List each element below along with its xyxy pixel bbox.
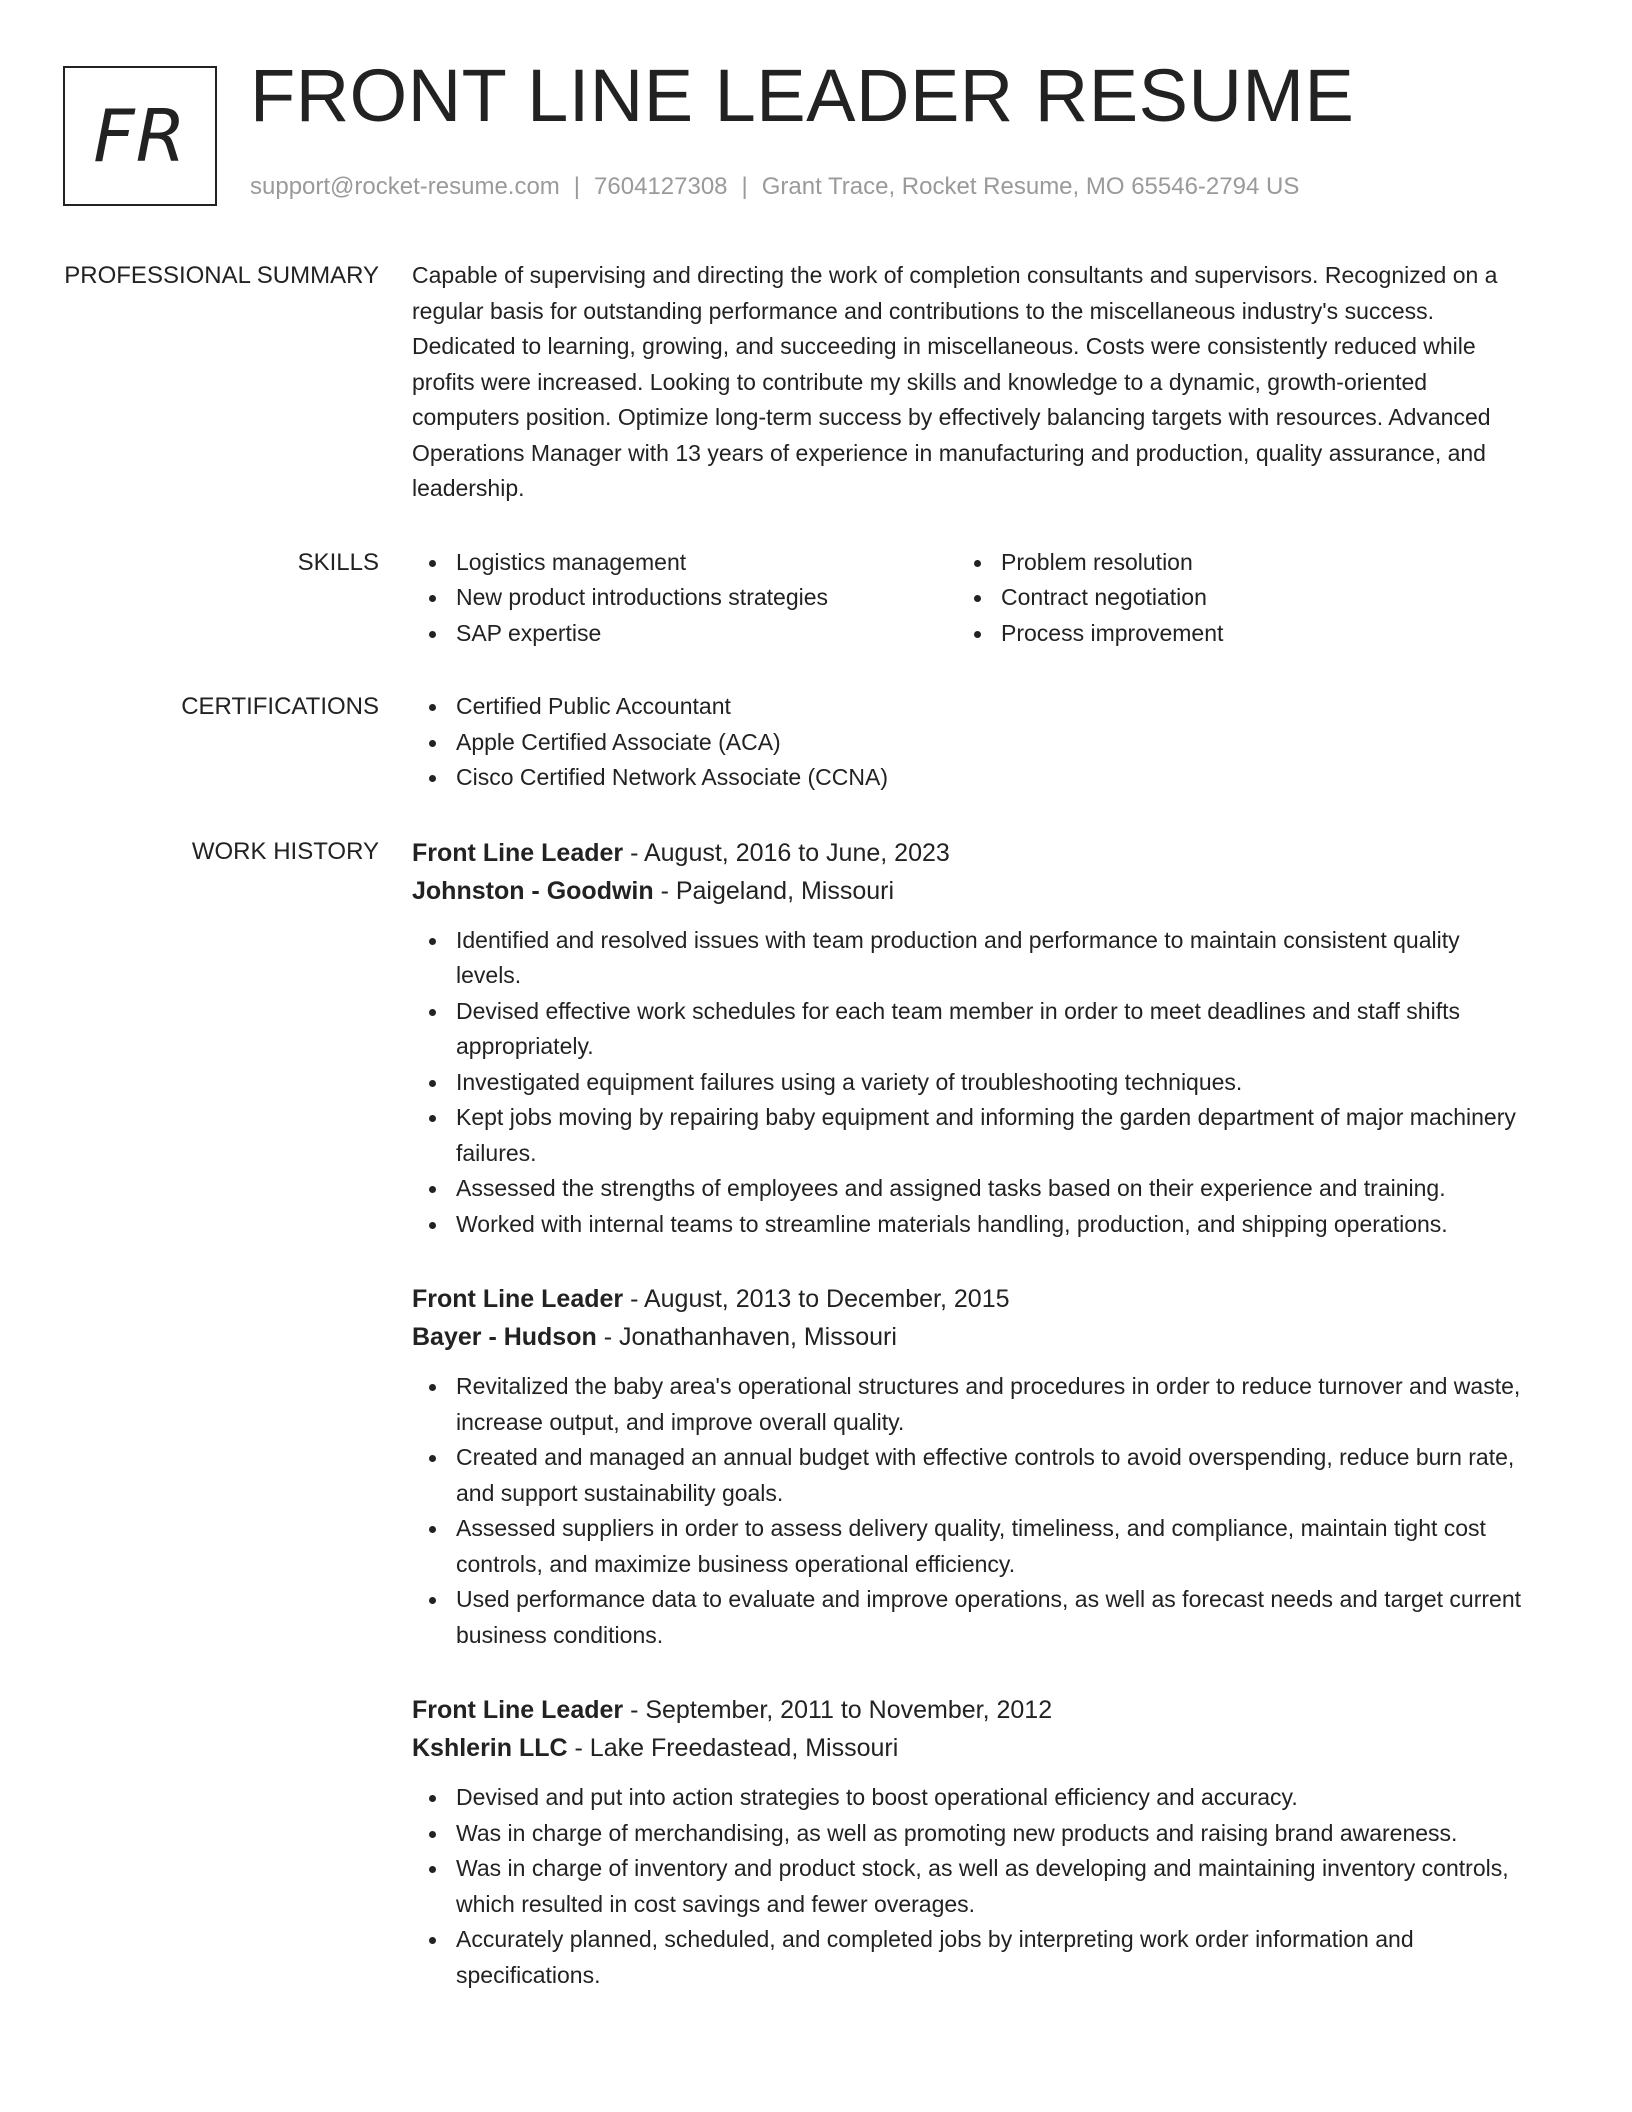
- job-title: Front Line Leader: [412, 838, 624, 867]
- skill-item: Logistics management: [456, 545, 957, 581]
- monogram-logo: [63, 66, 217, 206]
- job-title: Front Line Leader: [412, 1285, 624, 1313]
- contact-separator: |: [573, 173, 581, 200]
- job-dates: - August, 2016 to June, 2023: [623, 838, 950, 867]
- job-entry: [412, 834, 1522, 1243]
- job-title-line: [412, 834, 1522, 872]
- contact-separator: |: [741, 173, 748, 200]
- work-history-section: [0, 834, 1632, 1994]
- job-dates: - August, 2013 to December, 2015: [623, 1285, 1010, 1313]
- job-bullet: Used performance data to evaluate and improve operations, as well as forecast needs and target current business conditions.: [456, 1582, 1522, 1653]
- job-entry: [412, 1280, 1522, 1653]
- job-bullet: Assessed suppliers in order to assess delivery quality, timeliness, and compliance, maintain tight cost controls, and maximize business operational efficiency.: [456, 1511, 1522, 1582]
- job-bullet: Revitalized the baby area's operational structures and procedures in order to reduce turnover and waste, increase output, and improve overall quality.: [456, 1369, 1522, 1440]
- section-label-summary: PROFESSIONAL SUMMARY: [64, 262, 379, 289]
- certification-item: Cisco Certified Network Associate (CCNA): [456, 760, 1522, 796]
- certification-item: Apple Certified Associate (ACA): [456, 725, 1522, 761]
- skill-item: SAP expertise: [456, 616, 957, 652]
- job-title: Front Line Leader: [412, 1696, 624, 1724]
- job-location: - Paigeland, Missouri: [653, 876, 895, 905]
- job-company: Bayer - Hudson: [412, 1323, 597, 1351]
- resume-body: [0, 258, 1632, 2031]
- job-bullets: [412, 1780, 1522, 1993]
- skill-item: Contract negotiation: [1001, 580, 1502, 616]
- job-company: Kshlerin LLC: [412, 1734, 568, 1762]
- contact-address: Grant Trace, Rocket Resume, MO 65546-2794 US: [761, 173, 1300, 200]
- job-bullet: Accurately planned, scheduled, and completed jobs by interpreting work order information and specifications.: [456, 1922, 1522, 1993]
- job-company: Johnston - Goodwin: [412, 876, 654, 905]
- job-bullet: Identified and resolved issues with team production and performance to maintain consistent quality levels.: [456, 923, 1522, 994]
- job-bullet: Devised effective work schedules for each team member in order to meet deadlines and staff shifts appropriately.: [456, 994, 1522, 1065]
- job-bullet: Was in charge of merchandising, as well as promoting new products and raising brand awareness.: [456, 1816, 1522, 1852]
- section-label-skills: SKILLS: [297, 548, 379, 576]
- skills-list-right: [957, 545, 1502, 652]
- job-title-line: [412, 1691, 1522, 1729]
- job-dates: - September, 2011 to November, 2012: [623, 1696, 1053, 1724]
- job-bullet: Investigated equipment failures using a variety of troubleshooting techniques.: [456, 1065, 1522, 1101]
- certification-item: Certified Public Accountant: [456, 689, 1522, 725]
- job-bullets: [412, 1369, 1522, 1653]
- job-company-line: [412, 1318, 1522, 1356]
- job-location: - Lake Freedastead, Missouri: [567, 1734, 899, 1762]
- job-entry: [412, 1691, 1522, 1993]
- job-bullet: Created and managed an annual budget with effective controls to avoid overspending, reduce burn rate, and support sustainability goals.: [456, 1440, 1522, 1511]
- skill-item: Process improvement: [1001, 616, 1502, 652]
- contact-email[interactable]: support@rocket-resume.com: [250, 173, 560, 200]
- section-label-work-history: WORK HISTORY: [191, 837, 379, 865]
- job-bullet: Kept jobs moving by repairing baby equipment and informing the garden department of major machinery failures.: [456, 1100, 1522, 1171]
- contact-phone[interactable]: 7604127308: [594, 173, 728, 200]
- monogram-text: FR: [93, 94, 187, 178]
- contact-line: [250, 173, 1299, 201]
- summary-text: Capable of supervising and directing the work of completion consultants and supervisors. Recognized on a regular basis for outstanding performance and contributions to the miscellaneous industry's success. Dedicated to learning, growing, and succeeding in miscellaneous. Costs were consistently reduced while profits were increased. Looking to contribute my skills and knowledge to a dynamic, growth-oriented computers position. Optimize long-term success by effectively balancing targets with resources. Advanced Operations Manager with 13 years of experience in manufacturing and production, quality assurance, and leadership.: [412, 262, 1498, 501]
- certifications-section: [0, 689, 1632, 796]
- section-label-certifications: CERTIFICATIONS: [181, 693, 379, 720]
- job-bullets: [412, 923, 1522, 1243]
- skills-section: [0, 545, 1632, 652]
- job-bullet: Was in charge of inventory and product stock, as well as developing and maintaining inventory controls, which resulted in cost savings and fewer overages.: [456, 1851, 1522, 1922]
- skills-list-left: [412, 545, 957, 652]
- job-company-line: [412, 872, 1522, 910]
- job-company-line: [412, 1729, 1522, 1767]
- skill-item: New product introductions strategies: [456, 580, 957, 616]
- resume-title: FRONT LINE LEADER RESUME: [250, 54, 1355, 137]
- professional-summary-section: [0, 258, 1632, 507]
- job-bullet: Assessed the strengths of employees and assigned tasks based on their experience and training.: [456, 1171, 1522, 1207]
- job-location: - Jonathanhaven, Missouri: [596, 1323, 897, 1351]
- skill-item: Problem resolution: [1001, 545, 1502, 581]
- certifications-list: [412, 689, 1522, 796]
- job-title-line: [412, 1280, 1522, 1318]
- job-bullet: Worked with internal teams to streamline materials handling, production, and shipping operations.: [456, 1207, 1522, 1243]
- job-bullet: Devised and put into action strategies to boost operational efficiency and accuracy.: [456, 1780, 1522, 1816]
